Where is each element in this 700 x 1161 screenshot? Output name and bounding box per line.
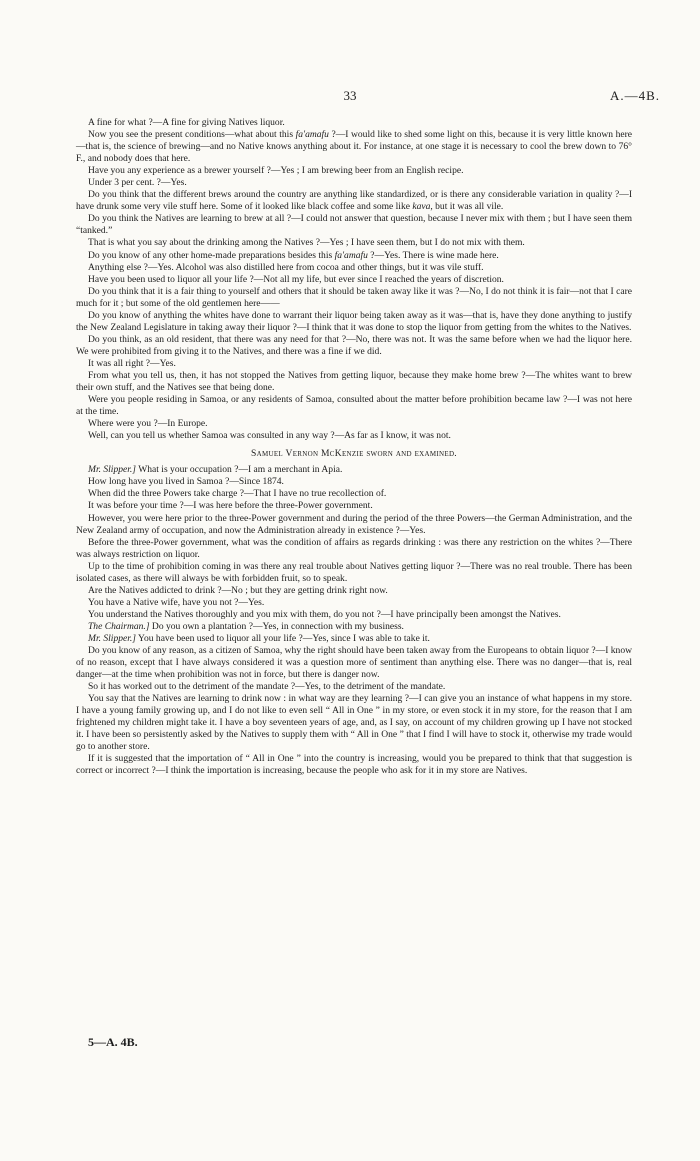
page-number: 33 xyxy=(343,88,357,103)
testimony-paragraph: That is what you say about the drinking among the Natives ?—Yes ; I have seen them, but I do not mix with them. xyxy=(88,237,525,249)
testimony-paragraph: When did the three Powers take charge ?—That I have no true recollection of. xyxy=(88,488,387,500)
italic-term: kava xyxy=(412,201,431,213)
witness-heading: Samuel Vernon McKenzie sworn and examined. xyxy=(251,448,457,460)
paragraph-text: Do you think that the different brews around the country are anything like standardized, or is there any considerable variation in quality ?—I have drunk some very vile stuff here. Some of it looked like black coffee and some like xyxy=(76,189,632,213)
testimony-paragraph xyxy=(76,464,632,476)
paragraph-text: ?—Yes. There is wine made here. xyxy=(367,249,499,261)
speaker-label: The Chairman.] xyxy=(88,620,150,632)
testimony-paragraph: A fine for what ?—A fine for giving Natives liquor. xyxy=(88,117,285,128)
testimony-paragraph: Do you know of anything the whites have done to warrant their liquor being taken away as it was—that is, have they done anything to justify the New Zealand Legislature in taking away their liquor ?—I think that it was done to stop the liquor from getting from the whites to the Natives. xyxy=(76,309,632,333)
testimony-paragraph: Are the Natives addicted to drink ?—No ; but they are getting drink right now. xyxy=(88,584,388,596)
paragraph-text: What is your occupation ?—I am a merchant in Apia. xyxy=(136,464,343,476)
paragraph-text: Now you see the present conditions—what about this xyxy=(88,129,296,141)
testimony-paragraph xyxy=(76,250,632,262)
paragraph-text: , but it was all vile. xyxy=(430,201,504,213)
testimony-paragraph: Do you know of any reason, as a citizen of Samoa, why the right should have been taken away from the Europeans to obtain liquor ?—I know of no reason, except that I have always considered it was a question more of sentiment than anything else. There was no danger—that is, real danger—at the time when prohibition was not in force, but there is danger now. xyxy=(76,645,632,681)
testimony-paragraph xyxy=(76,129,632,165)
testimony-paragraph: If it is suggested that the importation of “ All in One ” into the country is increasing, would you be prepared to think that that suggestion is correct or incorrect ?—I think the importation is increasing, because the people who ask for it in my store are Natives. xyxy=(76,753,632,777)
testimony-paragraph xyxy=(76,633,632,645)
testimony-paragraph: It was all right ?—Yes. xyxy=(88,357,176,369)
document-body xyxy=(76,117,632,778)
testimony-paragraph: Anything else ?—Yes. Alcohol was also distilled here from cocoa and other things, but it was vile stuff. xyxy=(88,261,484,273)
testimony-paragraph: Were you people residing in Samoa, or any residents of Samoa, consulted about the matter before prohibition became law ?—I was not here at the time. xyxy=(76,394,632,418)
printer-signature: 5—A. 4B. xyxy=(88,1035,138,1049)
testimony-paragraph: Do you think the Natives are learning to brew at all ?—I could not answer that question, because I never mix with them ; but I have seen them “tanked.” xyxy=(76,213,632,237)
paragraph-text: Do you own a plantation ?—Yes, in connection with my business. xyxy=(149,620,404,632)
speaker-label: Mr. Slipper.] xyxy=(88,632,137,644)
testimony-paragraph: Well, can you tell us whether Samoa was consulted in any way ?—As far as I know, it was not. xyxy=(88,430,451,442)
italic-term: fa'amafu xyxy=(334,249,368,261)
speaker-label: Mr. Slipper.] xyxy=(88,464,137,476)
testimony-paragraph: Do you think, as an old resident, that there was any need for that ?—No, there was not. It was the same before when we had the liquor here. We were prohibited from giving it to the Natives, and there was a fine if we did. xyxy=(76,333,632,357)
testimony-paragraph: You have a Native wife, have you not ?—Yes. xyxy=(88,596,265,608)
testimony-paragraph: Have you been used to liquor all your life ?—Not all my life, but ever since I reached the years of discretion. xyxy=(88,273,504,285)
testimony-paragraph: Under 3 per cent. ?—Yes. xyxy=(88,177,187,189)
testimony-paragraph: You understand the Natives thoroughly and you mix with them, do you not ?—I have principally been amongst the Natives. xyxy=(88,608,561,620)
testimony-paragraph: How long have you lived in Samoa ?—Since 1874. xyxy=(88,476,284,488)
paragraph-text: Do you know of any other home-made preparations besides this xyxy=(88,249,335,261)
paragraph-text: You have been used to liquor all your life ?—Yes, since I was able to take it. xyxy=(136,632,430,644)
testimony-paragraph xyxy=(76,189,632,213)
document-reference: A.—4B. xyxy=(609,88,660,103)
testimony-paragraph: Before the three-Power government, what was the condition of affairs as regards drinking : was there any restriction on the whites ?—There was always restriction on liquor. xyxy=(76,536,632,560)
paragraph-text: ?—I would like to shed some light on this, because it is very little known here—that is, the science of brewing—and no Native knows anything about it. For instance, at one stage it is necessary to cool the brew down to 76° F., and nobody does that here. xyxy=(76,129,632,165)
testimony-paragraph: It was before your time ?—I was here before the three-Power government. xyxy=(88,500,373,512)
testimony-paragraph: Have you any experience as a brewer yourself ?—Yes ; I am brewing beer from an English recipe. xyxy=(88,165,464,177)
italic-term: fa'amafu xyxy=(295,129,329,141)
testimony-paragraph: So it has worked out to the detriment of the mandate ?—Yes, to the detriment of the mandate. xyxy=(88,681,446,693)
testimony-paragraph: From what you tell us, then, it has not stopped the Natives from getting liquor, because they make home brew ?—The whites want to brew their own stuff, and the Natives see that being done. xyxy=(76,369,632,394)
testimony-paragraph: You say that the Natives are learning to drink now : in what way are they learning ?—I can give you an instance of what happens in my store. I have a young family growing up, and I do not like to even sell “ All in One ” in my store, or even stock it in my store, for the reason that I am frightened my children might take it. I have a boy seventeen years of age, and, as I say, on account of my children growing up I have not stocked it. I have been so persistently asked by the Natives to supply them with “ All in One ” that I find I will have to stock it, otherwise my trade would go to another store. xyxy=(76,693,632,753)
testimony-paragraph: Up to the time of prohibition coming in was there any real trouble about Natives getting liquor ?—There was no real trouble. There has been isolated cases, as there will always be with forbidden fruit, so to speak. xyxy=(76,560,632,584)
testimony-paragraph: Do you think that it is a fair thing to yourself and others that it should be taken away like it was ?—No, I do not think it is fair—not that I care much for it ; but some of the old gentlemen here—— xyxy=(76,285,632,309)
testimony-paragraph: However, you were here prior to the three-Power government and during the period of the three Powers—the German Administration, and the New Zealand army of occupation, and now the Administration already in existence ?—Yes. xyxy=(76,512,632,536)
testimony-paragraph: Where were you ?—In Europe. xyxy=(88,418,208,430)
testimony-paragraph xyxy=(76,621,632,633)
